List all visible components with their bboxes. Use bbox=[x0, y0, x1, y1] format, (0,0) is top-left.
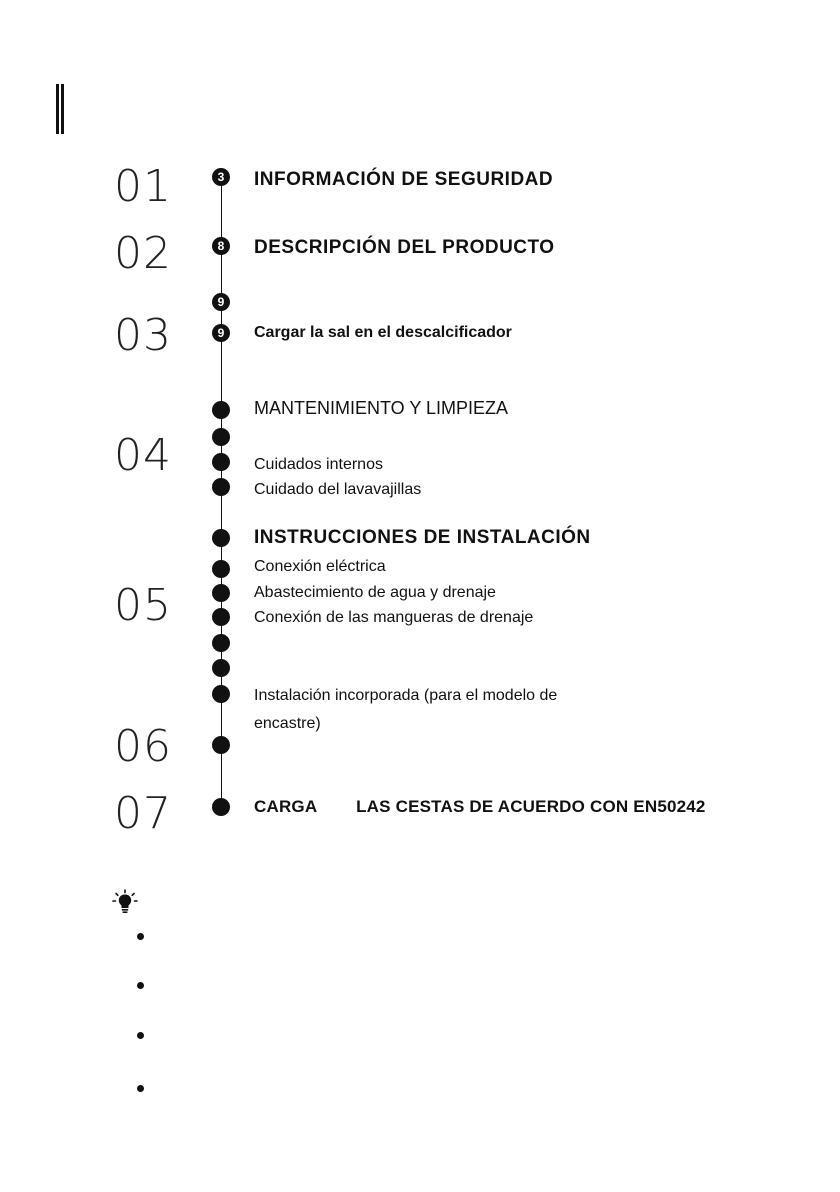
lightbulb-icon bbox=[112, 889, 138, 915]
page-dot bbox=[212, 798, 230, 816]
page-dot: 8 bbox=[212, 237, 230, 255]
section-number-01: 01 bbox=[114, 161, 172, 212]
toc-entry-descripcion[interactable]: DESCRIPCIÓN DEL PRODUCTO bbox=[254, 237, 555, 258]
page-dot bbox=[212, 584, 230, 602]
header-bar-left bbox=[56, 84, 59, 134]
toc-entry-mangueras[interactable]: Conexión de las mangueras de drenaje bbox=[254, 609, 534, 626]
toc-entry-cuidados-internos[interactable]: Cuidados internos bbox=[254, 456, 383, 473]
section-number-05: 05 bbox=[114, 580, 172, 631]
page-dot bbox=[212, 529, 230, 547]
section-number-04: 04 bbox=[114, 430, 172, 481]
page-dot bbox=[212, 453, 230, 471]
section-number-02: 02 bbox=[114, 228, 172, 279]
toc-entry-sal[interactable]: Cargar la sal en el descalcificador bbox=[254, 324, 512, 341]
page-dot bbox=[212, 634, 230, 652]
bullet-icon bbox=[137, 1085, 144, 1092]
page-dot: 3 bbox=[212, 168, 230, 186]
bullet-icon bbox=[137, 982, 144, 989]
bullet-icon bbox=[137, 933, 144, 940]
toc-entry-mantenimiento[interactable]: MANTENIMIENTO Y LIMPIEZA bbox=[254, 398, 509, 418]
toc-entry-seguridad[interactable]: INFORMACIÓN DE SEGURIDAD bbox=[254, 169, 554, 190]
bullet-icon bbox=[137, 1032, 144, 1039]
page-dot bbox=[212, 401, 230, 419]
page-dot bbox=[212, 478, 230, 496]
page-dot bbox=[212, 428, 230, 446]
page-dot bbox=[212, 659, 230, 677]
section-number-03: 03 bbox=[114, 310, 172, 361]
page-dot: 9 bbox=[212, 293, 230, 311]
toc-entry-cuidado-lavavajillas[interactable]: Cuidado del lavavajillas bbox=[254, 481, 422, 498]
toc-entry-instalacion[interactable]: INSTRUCCIONES DE INSTALACIÓN bbox=[254, 527, 591, 548]
page-dot bbox=[212, 685, 230, 703]
section-number-06: 06 bbox=[114, 721, 172, 772]
page-dot: 9 bbox=[212, 324, 230, 342]
toc-entry-abastecimiento[interactable]: Abastecimiento de agua y drenaje bbox=[254, 584, 496, 601]
section-number-07: 07 bbox=[114, 788, 172, 839]
toc-entry-carga[interactable]: CARGA LAS CESTAS DE ACUERDO CON EN50242 bbox=[254, 797, 706, 816]
header-bar-right bbox=[61, 84, 64, 134]
page-dot bbox=[212, 608, 230, 626]
page-dot bbox=[212, 736, 230, 754]
toc-entry-conexion-electrica[interactable]: Conexión eléctrica bbox=[254, 558, 386, 575]
toc-entry-instalacion-incorporada[interactable]: Instalación incorporada (para el modelo de encastre) bbox=[254, 687, 558, 732]
page-dot bbox=[212, 560, 230, 578]
